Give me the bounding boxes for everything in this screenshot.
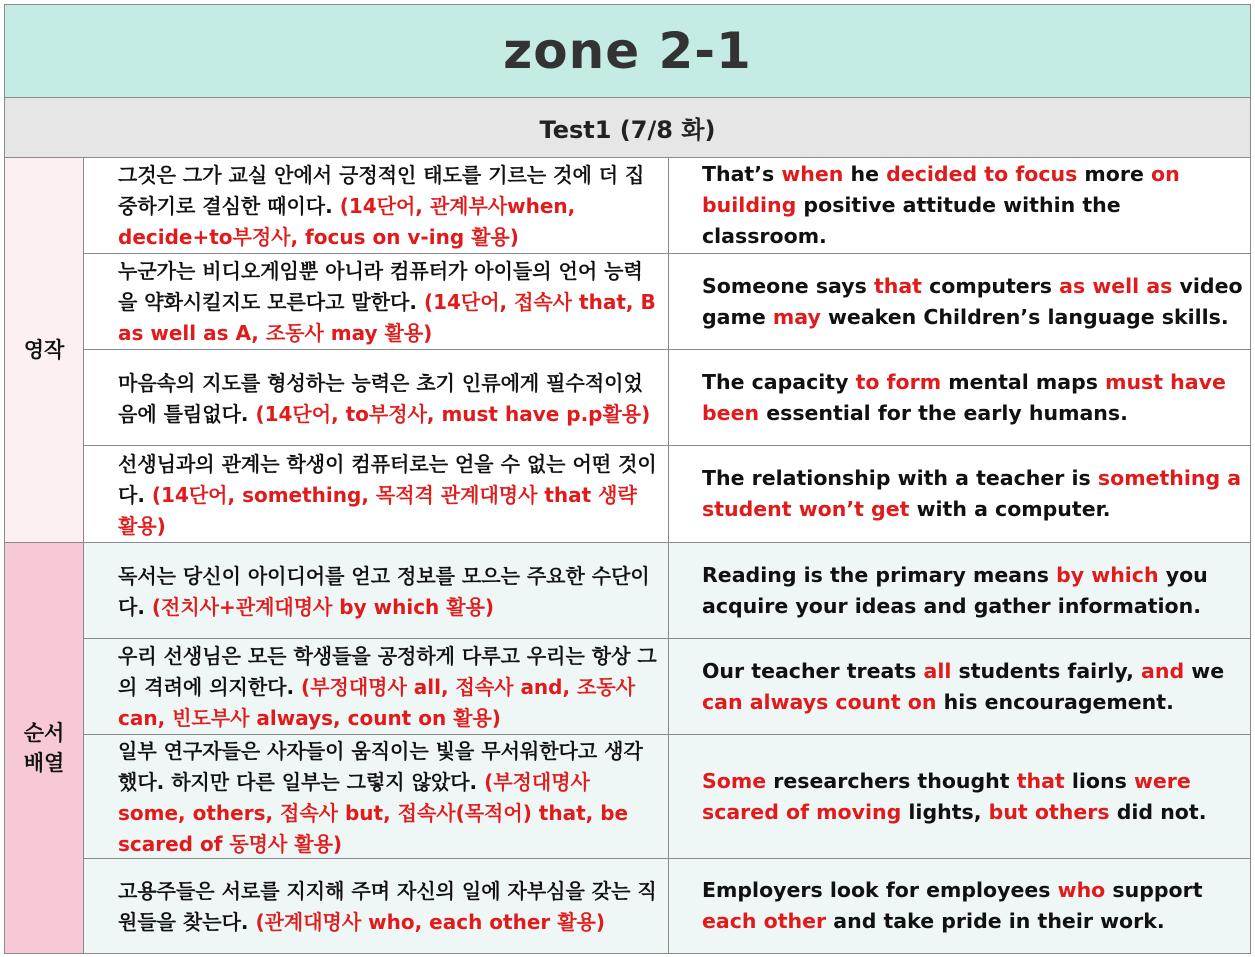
english-answer: [702, 766, 1244, 828]
key-phrase: when: [781, 162, 844, 186]
answer-text: lights,: [901, 799, 989, 824]
english-answer: [702, 271, 1244, 333]
grammar-hint: (14단어, to부정사, must have p.p활용): [255, 401, 651, 426]
korean-sentence: 우리 선생님은 모든 학생들을 공정하게 다루고 우리는 항상 그의 격려에 의지한다.: [118, 644, 657, 699]
english-answer-cell: [669, 543, 1251, 638]
answer-text: mental maps: [941, 369, 1106, 394]
key-phrase: but others: [988, 799, 1110, 824]
korean-sentence: 일부 연구자들은 사자들이 움직이는 빛을 무서워한다고 생각했다. 하지만 다른 일부는 그렇지 않았다.: [118, 738, 643, 794]
key-phrase: and: [1141, 658, 1185, 683]
answer-text: That’s: [702, 162, 782, 186]
answer-text: support: [1105, 878, 1203, 902]
grammar-hint: (14단어, 접속사 that, B as well as A, 조동사 may 활용): [118, 290, 656, 345]
key-phrase: Some: [702, 768, 767, 793]
korean-prompt-cell: [84, 446, 669, 542]
key-phrase: may: [772, 304, 821, 329]
title-banner: [4, 4, 1251, 98]
korean-prompt: [118, 736, 662, 860]
korean-prompt: [118, 561, 662, 623]
table-row: [84, 350, 1251, 446]
korean-sentence: 그것은 그가 교실 안에서 긍정적인 태도를 기르는 것에 더 집중하기로 결심한 때이다.: [118, 163, 645, 218]
answer-text: Our teacher treats: [702, 658, 924, 683]
english-answer: [702, 560, 1244, 622]
english-answer: [702, 159, 1244, 252]
grammar-hint: (관계대명사 who, each other 활용): [255, 910, 605, 934]
answer-text: video game: [702, 273, 1243, 329]
answer-text: you acquire your ideas and gather information.: [702, 562, 1208, 618]
key-phrase: that: [873, 273, 922, 298]
section-label-line: 배열: [23, 751, 65, 775]
key-phrase: by which: [1056, 562, 1159, 587]
answer-text: we: [1184, 658, 1225, 683]
korean-prompt: [118, 256, 662, 349]
english-answer-cell: [669, 446, 1251, 542]
table-row: [84, 639, 1251, 735]
korean-sentence: 선생님과의 관계는 학생이 컴퓨터로는 얻을 수 없는 어떤 것이다.: [118, 451, 657, 507]
key-phrase: must have been: [702, 369, 1226, 425]
answer-text: weaken Children’s language skills.: [820, 304, 1229, 329]
korean-prompt-cell: [84, 350, 669, 445]
key-phrase: on building: [702, 162, 1180, 217]
korean-prompt-cell: [84, 859, 669, 953]
table-row: [84, 543, 1251, 639]
answer-text: researchers thought: [766, 768, 1017, 793]
table-row: [84, 859, 1251, 954]
answer-text: and take pride in their work.: [826, 909, 1165, 933]
table-row: [84, 158, 1251, 254]
key-phrase: all: [923, 658, 952, 683]
english-answer: [702, 463, 1244, 525]
key-phrase: as well as: [1059, 273, 1173, 298]
grammar-hint: (전치사+관계대명사 by which 활용): [151, 594, 495, 619]
test-subtitle: Test1 (7/8 화): [539, 116, 716, 144]
korean-prompt: [118, 641, 662, 734]
korean-sentence: 누군가는 비디오게임뿐 아니라 컴퓨터가 아이들의 언어 능력을 약화시킬지도 모른다고 말한다.: [118, 259, 643, 314]
subtitle-banner: [4, 98, 1251, 158]
grammar-hint: (14단어, 관계부사when, decide+to부정사, focus on v-ing 활용): [118, 194, 576, 249]
answer-text: essential for the early humans.: [759, 400, 1128, 425]
korean-prompt: [118, 449, 662, 542]
korean-prompt-cell: [84, 254, 669, 349]
answer-text: lions: [1064, 768, 1134, 793]
answer-text: positive attitude within the classroom.: [702, 193, 1121, 248]
page-title: zone 2-1: [503, 22, 752, 80]
english-answer-cell: [669, 735, 1251, 858]
table-row: [84, 446, 1251, 543]
key-phrase: can always count on: [702, 689, 937, 714]
english-answer-cell: [669, 639, 1251, 734]
key-phrase: decided to focus: [886, 162, 1078, 186]
answer-text: students fairly,: [951, 658, 1142, 683]
answer-text: he: [843, 162, 887, 186]
grammar-hint: (14단어, something, 목적격 관계대명사 that 생략 활용): [118, 482, 637, 538]
korean-prompt-cell: [84, 543, 669, 638]
answer-text: Employers look for employees: [702, 878, 1058, 902]
key-phrase: to form: [855, 369, 942, 394]
key-phrase: something a student won’t get: [702, 466, 1242, 521]
english-answer: [702, 656, 1244, 718]
korean-prompt-cell: [84, 639, 669, 734]
table-row: [84, 735, 1251, 859]
korean-prompt: [118, 160, 662, 253]
key-phrase: each other: [702, 909, 827, 933]
section-label-text: 영작: [23, 338, 65, 362]
answer-text: computers: [921, 273, 1060, 298]
grammar-hint: (부정대명사 all, 접속사 and, 조동사 can, 빈도부사 always, count on 활용): [118, 675, 636, 730]
key-phrase: who: [1057, 878, 1106, 902]
table-row: [84, 254, 1251, 350]
korean-prompt: [118, 876, 662, 938]
korean-prompt-cell: [84, 158, 669, 253]
answer-text: The capacity: [702, 369, 856, 394]
grammar-hint: (부정대명사 some, others, 접속사 but, 접속사(목적어) that, be scared of 동명사 활용): [118, 769, 629, 856]
english-answer: [702, 367, 1244, 429]
korean-sentence: 독서는 당신이 아이디어를 얻고 정보를 모으는 주요한 수단이다.: [118, 563, 650, 619]
korean-sentence: 마음속의 지도를 형성하는 능력은 초기 인류에게 필수적이었음에 틀림없다.: [118, 370, 643, 426]
korean-prompt-cell: [84, 735, 669, 858]
answer-text: The relationship with a teacher is: [702, 466, 1098, 490]
answer-text: did not.: [1109, 799, 1207, 824]
korean-sentence: 고용주들은 서로를 지지해 주며 자신의 일에 자부심을 갖는 직원들을 찾는다.: [118, 879, 657, 934]
key-phrase: were scared of moving: [702, 768, 1191, 824]
answer-text: Someone says: [702, 273, 874, 298]
english-answer-cell: [669, 158, 1251, 253]
answer-text: more: [1077, 162, 1152, 186]
english-answer-cell: [669, 254, 1251, 349]
answer-text: his encouragement.: [936, 689, 1174, 714]
english-answer-cell: [669, 859, 1251, 953]
key-phrase: that: [1016, 768, 1065, 793]
answer-text: with a computer.: [909, 497, 1111, 521]
english-answer: [702, 875, 1244, 937]
section-label-line: 순서: [23, 721, 65, 745]
english-answer-cell: [669, 350, 1251, 445]
answer-text: Reading is the primary means: [702, 562, 1057, 587]
section-label-composition: [4, 158, 84, 543]
section-label-ordering: [4, 543, 84, 954]
korean-prompt: [118, 368, 662, 430]
